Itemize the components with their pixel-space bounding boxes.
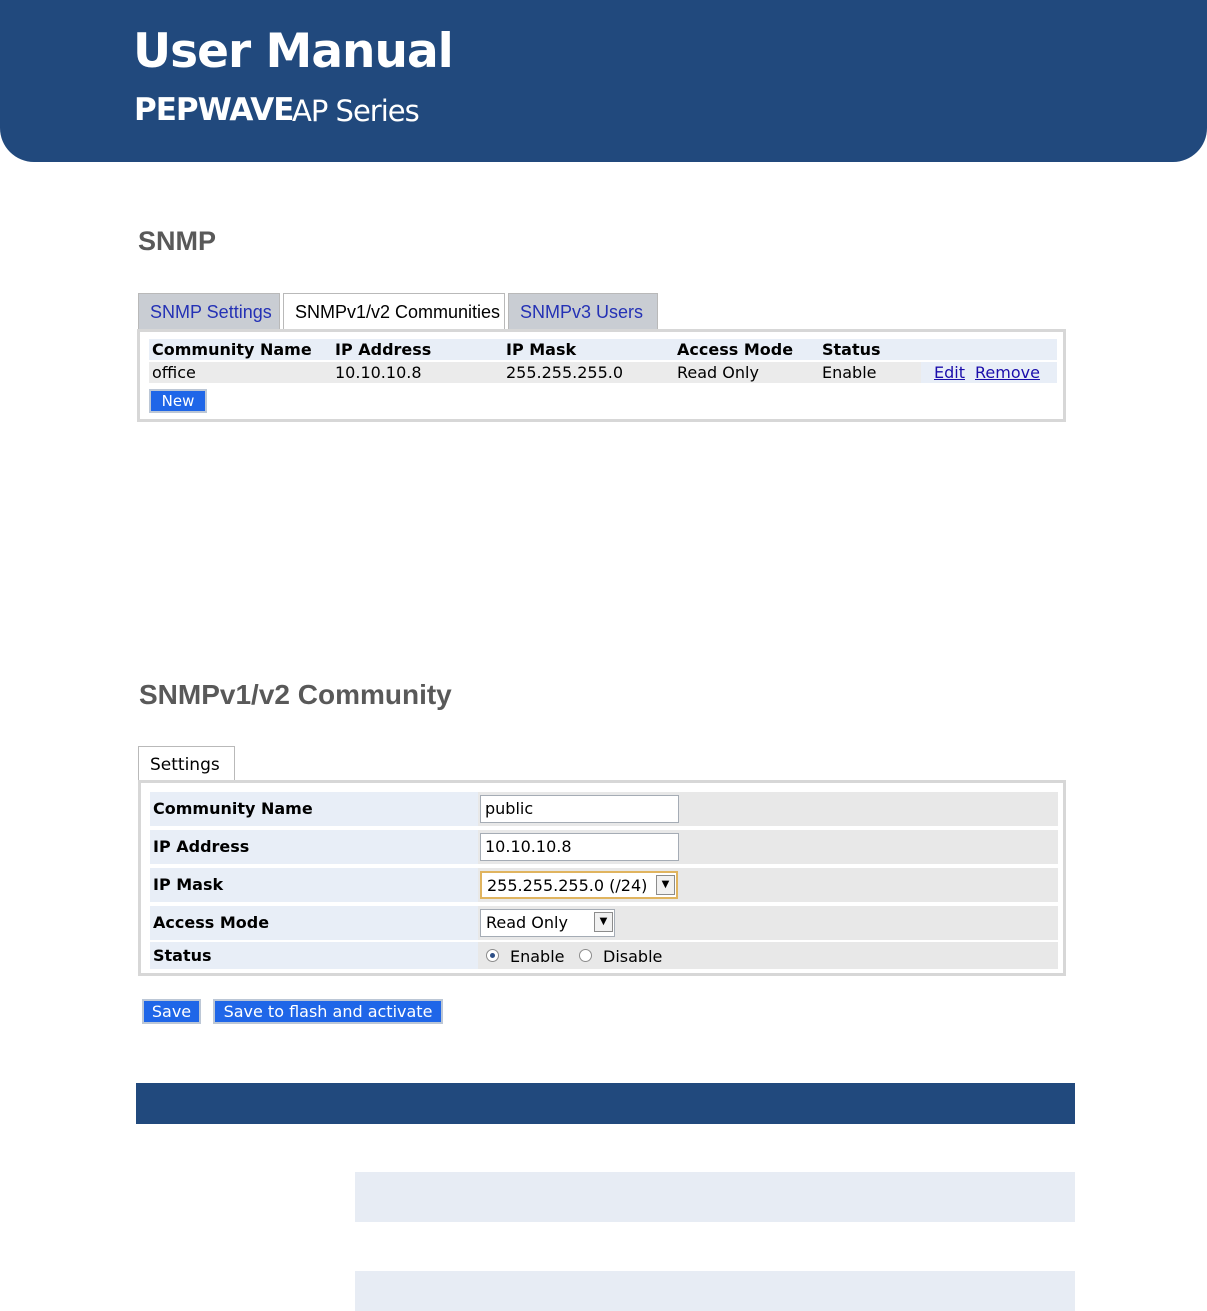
- column-header-access-mode: Access Mode: [677, 340, 794, 359]
- form-row-status: [150, 942, 1058, 969]
- brand-name: PEPWAVE: [134, 92, 294, 128]
- community-name-input[interactable]: public: [480, 795, 679, 823]
- save-button[interactable]: Save: [142, 999, 201, 1024]
- form-row-ip-address: [150, 830, 1058, 864]
- ip-mask-label: IP Mask: [150, 868, 478, 902]
- column-header-ip-mask: IP Mask: [506, 340, 577, 359]
- status-disable-radio[interactable]: [579, 949, 592, 962]
- tab-settings[interactable]: Settings: [138, 746, 235, 783]
- ip-mask-value: 255.255.255.0 (/24): [487, 876, 648, 895]
- ip-address-label: IP Address: [150, 830, 478, 864]
- status-label: Status: [150, 942, 478, 969]
- cell-access-mode: Read Only: [677, 363, 759, 382]
- new-button[interactable]: New: [149, 389, 207, 413]
- chevron-down-icon[interactable]: ▼: [594, 912, 613, 932]
- form-row-access-mode: [150, 906, 1058, 940]
- chevron-down-icon[interactable]: ▼: [656, 875, 675, 895]
- cell-community-name: office: [152, 363, 196, 382]
- access-mode-select[interactable]: [480, 909, 615, 937]
- form-row-ip-mask: [150, 868, 1058, 902]
- status-enable-label: Enable: [510, 947, 565, 966]
- cell-status: Enable: [822, 363, 877, 382]
- manual-title: User Manual: [133, 24, 453, 79]
- product-series: AP Series: [292, 94, 419, 128]
- access-mode-label: Access Mode: [150, 906, 478, 940]
- cell-actions: [921, 362, 1057, 383]
- header-banner: [0, 0, 1207, 162]
- column-header-status: Status: [822, 340, 881, 359]
- form-row-community-name: [150, 792, 1058, 826]
- cell-ip-address: 10.10.10.8: [335, 363, 422, 382]
- status-enable-radio[interactable]: [486, 949, 499, 962]
- tab-snmpv3-users[interactable]: SNMPv3 Users: [508, 293, 658, 329]
- access-mode-value: Read Only: [486, 913, 568, 932]
- table-header-bar: [136, 1083, 1075, 1124]
- table-row: [149, 362, 1057, 383]
- tab-snmp-settings[interactable]: SNMP Settings: [138, 293, 280, 329]
- column-header-community-name: Community Name: [152, 340, 312, 359]
- shaded-row: [355, 1271, 1075, 1311]
- status-disable-label: Disable: [603, 947, 663, 966]
- column-header-ip-address: IP Address: [335, 340, 432, 359]
- cell-ip-mask: 255.255.255.0: [506, 363, 624, 382]
- community-heading: SNMPv1/v2 Community: [139, 679, 452, 710]
- shaded-row: [355, 1172, 1075, 1222]
- snmp-heading: SNMP: [138, 226, 217, 256]
- edit-link[interactable]: Edit: [934, 363, 965, 382]
- table-header-row: [149, 339, 1057, 360]
- ip-address-input[interactable]: 10.10.10.8: [480, 833, 679, 861]
- tab-snmpv1-v2-communities[interactable]: SNMPv1/v2 Communities: [283, 293, 505, 331]
- save-to-flash-button[interactable]: Save to flash and activate: [213, 999, 443, 1024]
- community-settings-panel: [138, 780, 1066, 976]
- remove-link[interactable]: Remove: [975, 363, 1040, 382]
- community-name-label: Community Name: [150, 792, 478, 826]
- communities-panel: [137, 329, 1066, 422]
- ip-mask-select[interactable]: [480, 871, 678, 899]
